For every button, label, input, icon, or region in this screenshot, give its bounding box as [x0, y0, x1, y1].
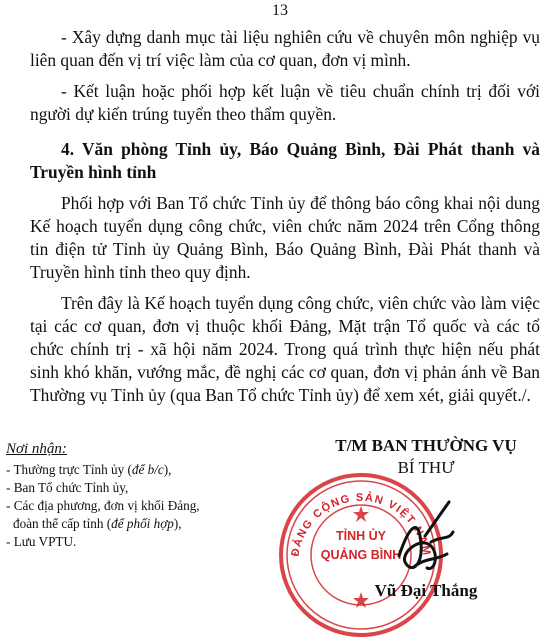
- paragraph-research-list: - Xây dựng danh mục tài liệu nghiên cứu về chuyên môn nghiệp vụ liên quan đến vị trí việc làm của cơ quan, đơn vị mình.: [30, 27, 540, 70]
- recipient-line: - Các địa phương, đơn vị khối Đảng,: [6, 498, 200, 513]
- page-number: 13: [272, 2, 288, 19]
- recipient-note: để b/c: [131, 462, 164, 477]
- paragraph-political-standard: - Kết luận hoặc phối hợp kết luận về tiêu chuẩn chính trị đối với người dự kiến trúng tuyển theo thẩm quyền.: [30, 81, 540, 124]
- recipients-title: Nơi nhận:: [6, 441, 67, 457]
- recipient-line: [6, 461, 276, 479]
- recipient-line: [6, 515, 276, 533]
- paragraph-conclusion: Trên đây là Kế hoạch tuyển dụng công chức, viên chức vào làm việc tại các cơ quan, đơn vị thuộc khối Đảng, Mặt trận Tổ quốc và các tổ chức chính trị - xã hội năm 2024. Trong quá trình thực hiện nếu phát sinh khó khăn, vướng mắc, đề nghị các cơ quan, đơn vị phản ánh về Ban Thường vụ Tỉnh ủy (qua Ban Tổ chức Tỉnh ủy) để xem xét, giải quyết./.: [30, 293, 540, 405]
- seal-text-line1: TỈNH ỦY: [336, 529, 386, 543]
- recipient-line: - Lưu VPTU.: [6, 534, 77, 549]
- seal-text-line2: QUẢNG BÌNH: [320, 548, 402, 562]
- recipient-line: - Ban Tổ chức Tỉnh ủy,: [6, 480, 129, 495]
- signer-organization: T/M BAN THƯỜNG VỤ: [335, 436, 517, 455]
- signer-role: BÍ THƯ: [397, 458, 455, 477]
- signature-block: [289, 436, 546, 606]
- recipient-text: ),: [173, 516, 182, 531]
- recipient-text: - Thường trực Tỉnh ủy (: [6, 462, 132, 477]
- handwritten-signature-icon: [391, 496, 461, 586]
- recipient-text: đoàn thể cấp tỉnh (: [13, 516, 112, 531]
- signer-name: Vũ Đại Thắng: [374, 581, 478, 600]
- recipient-note: để phối hợp: [111, 516, 174, 531]
- paragraph-coordination: Phối hợp với Ban Tổ chức Tỉnh ủy để thông báo công khai nội dung Kế hoạch tuyển dụng công chức, viên chức năm 2024 trên Cổng thông tin điện tử Tỉnh ủy Quảng Bình, Báo Quảng Bình, Đài Phát thanh và Truyền hình tỉnh theo quy định.: [30, 193, 540, 282]
- document-body: [30, 26, 540, 419]
- section-heading-4: 4. Văn phòng Tỉnh ủy, Báo Quảng Bình, Đài Phát thanh và Truyền hình tỉnh: [30, 139, 540, 182]
- recipient-text: ),: [163, 462, 172, 477]
- recipients-block: [6, 440, 276, 551]
- seal-arc-text: ĐẢNG CỘNG SẢN VIỆT NAM: [289, 491, 433, 558]
